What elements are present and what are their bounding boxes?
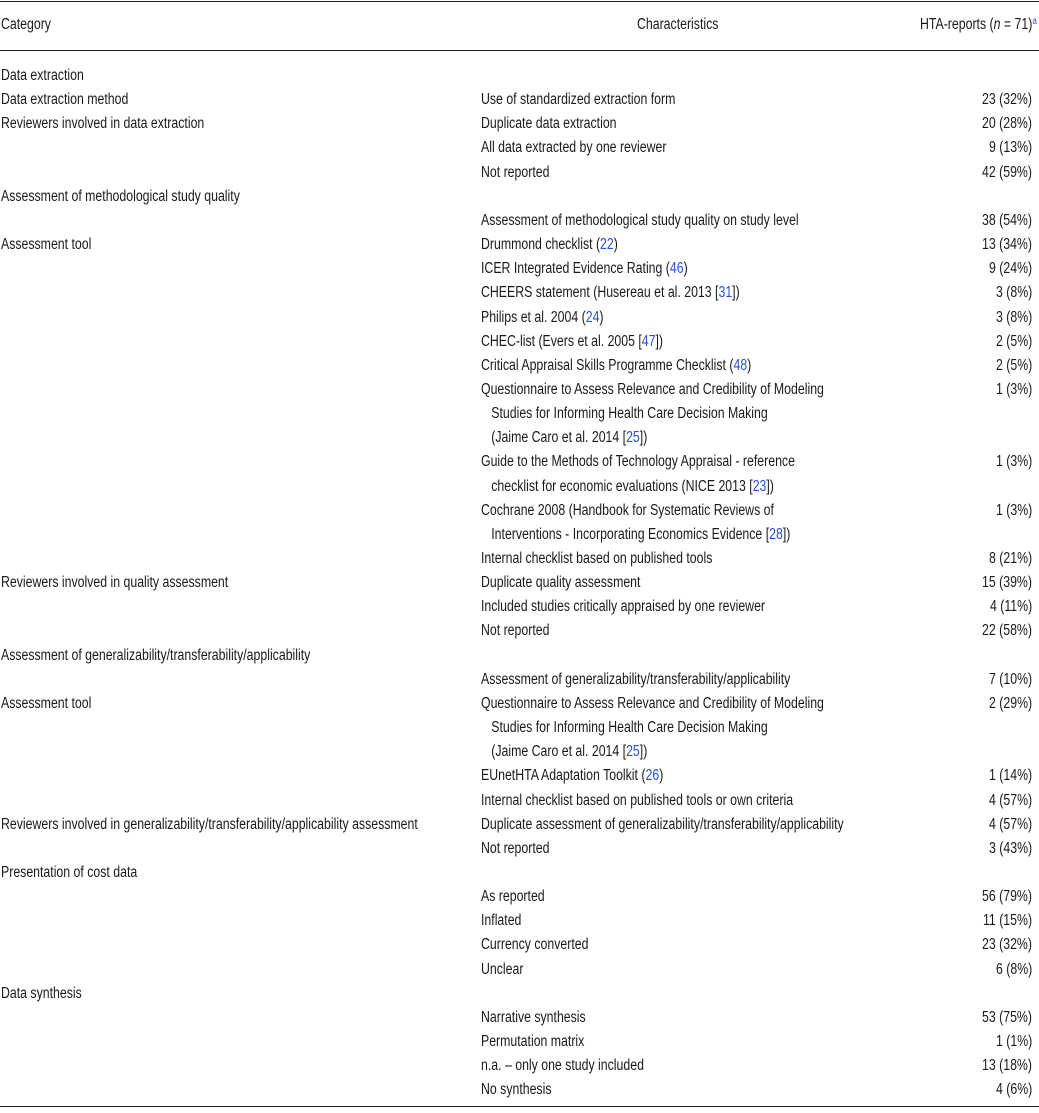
row-value: 4 (57%) — [988, 815, 1032, 833]
characteristic-text: EUnetHTA Adaptation Toolkit ( — [481, 767, 646, 785]
characteristic-text: ) — [613, 236, 618, 254]
characteristic-text: ) — [747, 356, 752, 374]
characteristic-text: Not reported — [481, 163, 550, 181]
table-row — [0, 837, 1039, 861]
reference-link[interactable]: 25 — [626, 743, 640, 761]
row-value: 38 (54%) — [982, 211, 1032, 229]
characteristic-text: ) — [683, 260, 688, 278]
characteristic-text: Currency converted — [481, 936, 589, 954]
row-value: 2 (5%) — [995, 332, 1032, 350]
table-header-rule — [0, 50, 1039, 51]
row-characteristic — [481, 306, 604, 330]
row-value: 13 (34%) — [982, 236, 1032, 254]
row-characteristic — [481, 692, 824, 716]
row-category: Data extraction — [1, 67, 84, 84]
characteristic-text: Included studies critically appraised by one reviewer — [481, 598, 766, 616]
row-value: 53 (75%) — [982, 1008, 1032, 1026]
row-category: Assessment of generalizability/transferability/applicability — [1, 646, 311, 664]
row-value: 22 (58%) — [982, 622, 1032, 640]
row-characteristic — [481, 257, 688, 281]
row-value: 56 (79%) — [982, 888, 1032, 906]
table-row — [0, 402, 1039, 426]
row-characteristic — [481, 1078, 551, 1102]
row-value: 2 (5%) — [995, 356, 1032, 374]
row-characteristic — [481, 619, 549, 643]
row-value: 8 (21%) — [988, 550, 1032, 567]
row-value: 2 (29%) — [988, 694, 1032, 712]
characteristic-text: Interventions - Incorporating Economics Evidence [ — [481, 525, 770, 543]
reference-link[interactable]: 47 — [641, 332, 656, 350]
row-characteristic — [481, 571, 640, 595]
characteristic-text: Duplicate assessment of generalizability/transferability/applicability — [481, 815, 844, 833]
row-value: 20 (28%) — [982, 115, 1032, 133]
table-row — [0, 1030, 1039, 1054]
table-row — [0, 136, 1039, 160]
row-value: 9 (13%) — [988, 139, 1032, 157]
row-characteristic — [481, 885, 545, 909]
table-row — [0, 426, 1039, 450]
table-row — [0, 692, 1039, 716]
table-row — [0, 354, 1039, 378]
table-row — [0, 281, 1039, 305]
characteristic-text: All data extracted by one reviewer — [481, 139, 667, 157]
characteristic-text: Critical Appraisal Skills Programme Checklist ( — [481, 356, 734, 374]
row-characteristic — [481, 1030, 584, 1054]
row-value: 7 (10%) — [988, 670, 1032, 688]
table-row — [0, 909, 1039, 933]
row-characteristic — [481, 813, 844, 837]
table-row — [0, 668, 1039, 692]
row-value: 3 (8%) — [995, 284, 1032, 302]
row-value: 42 (59%) — [982, 163, 1032, 181]
table-row — [0, 861, 1039, 885]
row-value: 1 (14%) — [988, 767, 1032, 785]
characteristic-text: Internal checklist based on published tools — [481, 550, 713, 567]
table-row — [0, 547, 1039, 571]
table-top-rule — [0, 1, 1039, 2]
characteristic-text: CHEERS statement (Husereau et al. 2013 [ — [481, 284, 719, 302]
reference-link[interactable]: 46 — [669, 260, 684, 278]
row-characteristic — [481, 789, 793, 813]
table-row — [0, 112, 1039, 136]
characteristic-text: ]) — [655, 332, 664, 350]
row-characteristic — [481, 378, 824, 402]
table-row — [0, 475, 1039, 499]
characteristic-text: checklist for economic evaluations (NICE 2013 [ — [481, 477, 753, 495]
row-characteristic — [481, 909, 521, 933]
row-value: 9 (24%) — [988, 260, 1032, 278]
table-row — [0, 185, 1039, 209]
characteristic-text: ) — [659, 767, 664, 785]
row-category: Data extraction method — [1, 91, 129, 109]
characteristic-text: As reported — [481, 888, 545, 906]
header-category: Category — [1, 16, 51, 33]
row-characteristic — [481, 523, 790, 547]
characteristic-text: Duplicate quality assessment — [481, 574, 641, 592]
characteristic-text: No synthesis — [481, 1081, 552, 1099]
characteristic-text: Permutation matrix — [481, 1033, 585, 1050]
table-row — [0, 523, 1039, 547]
table-row — [0, 789, 1039, 813]
table-row — [0, 257, 1039, 281]
table-row — [0, 161, 1039, 185]
characteristic-text: ]) — [782, 525, 791, 543]
table-bottom-rule — [0, 1106, 1039, 1107]
reference-link[interactable]: 26 — [645, 767, 660, 785]
row-category: Reviewers involved in data extraction — [1, 115, 205, 133]
row-characteristic — [481, 354, 751, 378]
characteristic-text: Philips et al. 2004 ( — [481, 308, 586, 326]
characteristic-text: Assessment of methodological study quality on study level — [481, 211, 799, 229]
characteristic-text: Internal checklist based on published tools or own criteria — [481, 791, 794, 809]
characteristic-text: CHEC-list (Evers et al. 2005 [ — [481, 332, 642, 350]
header-hta-reports — [920, 13, 1037, 37]
row-characteristic — [481, 209, 799, 233]
row-value: 11 (15%) — [982, 912, 1032, 930]
row-characteristic — [481, 668, 790, 692]
table-row — [0, 885, 1039, 909]
header-n-prefix: HTA-reports ( — [920, 16, 994, 33]
characteristic-text: n.a. – only one study included — [481, 1057, 644, 1075]
characteristic-text: Unclear — [481, 960, 524, 978]
reference-link[interactable]: 28 — [769, 525, 783, 543]
table-row — [0, 209, 1039, 233]
characteristic-text: Studies for Informing Health Care Decision Making — [481, 719, 768, 737]
characteristic-text: Not reported — [481, 839, 550, 857]
row-value: 3 (43%) — [988, 839, 1032, 857]
row-category: Assessment tool — [1, 694, 92, 712]
row-characteristic — [481, 837, 549, 861]
row-category: Assessment of methodological study quality — [1, 187, 240, 205]
characteristic-text: ICER Integrated Evidence Rating ( — [481, 260, 670, 278]
row-value: 1 (1%) — [995, 1033, 1032, 1050]
header-n-var: n — [993, 16, 1001, 33]
characteristic-text: Cochrane 2008 (Handbook for Systematic Reviews of — [481, 501, 774, 519]
reference-link[interactable]: 24 — [585, 308, 600, 326]
table-row — [0, 958, 1039, 982]
characteristic-text: Assessment of generalizability/transferability/applicability — [481, 670, 791, 688]
row-characteristic — [481, 88, 675, 112]
characteristic-text: Not reported — [481, 622, 550, 640]
table-row — [0, 1006, 1039, 1030]
table-row — [0, 982, 1039, 1006]
row-characteristic — [481, 136, 666, 160]
characteristic-text: ) — [599, 308, 604, 326]
row-category: Presentation of cost data — [1, 863, 138, 881]
row-characteristic — [481, 402, 768, 426]
row-value: 23 (32%) — [982, 91, 1032, 109]
characteristic-text: ]) — [732, 284, 740, 302]
reference-link[interactable]: 48 — [733, 356, 748, 374]
row-value: 23 (32%) — [982, 936, 1032, 954]
characteristic-text: Narrative synthesis — [481, 1008, 586, 1026]
table-row — [0, 330, 1039, 354]
characteristic-text: Guide to the Methods of Technology Appraisal - reference — [481, 453, 795, 471]
row-value: 1 (3%) — [995, 501, 1032, 519]
reference-link[interactable]: 23 — [752, 477, 767, 495]
characteristic-text: ]) — [639, 429, 648, 447]
row-value: 6 (8%) — [995, 960, 1032, 978]
table-row — [0, 619, 1039, 643]
table-row — [0, 378, 1039, 402]
table-row — [0, 64, 1039, 88]
table-row — [0, 740, 1039, 764]
row-category: Data synthesis — [1, 984, 82, 1002]
row-characteristic — [481, 330, 663, 354]
table-row — [0, 233, 1039, 257]
row-characteristic — [481, 233, 618, 257]
characteristic-text: (Jaime Caro et al. 2014 [ — [481, 743, 627, 761]
reference-link[interactable]: 25 — [626, 429, 640, 447]
row-category: Reviewers involved in quality assessment — [1, 574, 229, 592]
reference-link[interactable]: 22 — [600, 236, 614, 254]
row-value: 4 (6%) — [995, 1081, 1032, 1099]
row-value: 4 (11%) — [989, 598, 1032, 616]
table-row — [0, 450, 1039, 474]
table-row — [0, 813, 1039, 837]
table-row — [0, 1054, 1039, 1078]
row-characteristic — [481, 281, 740, 305]
row-value: 1 (3%) — [995, 453, 1032, 471]
row-characteristic — [481, 547, 712, 571]
header-n-value: = 71) — [1000, 16, 1033, 33]
table-row — [0, 306, 1039, 330]
row-characteristic — [481, 595, 765, 619]
header-characteristics: Characteristics — [637, 16, 719, 33]
characteristic-text: ]) — [766, 477, 774, 495]
row-characteristic — [481, 426, 647, 450]
table-row — [0, 499, 1039, 523]
table-row — [0, 933, 1039, 957]
row-characteristic — [481, 112, 617, 136]
table-row — [0, 1078, 1039, 1102]
row-characteristic — [481, 740, 647, 764]
reference-link[interactable]: 31 — [718, 284, 733, 302]
row-characteristic — [481, 933, 588, 957]
row-characteristic — [481, 764, 663, 788]
table-row — [0, 644, 1039, 668]
characteristic-text: Questionnaire to Assess Relevance and Credibility of Modeling — [481, 694, 824, 712]
table-row — [0, 571, 1039, 595]
row-characteristic — [481, 475, 774, 499]
row-value: 1 (3%) — [995, 380, 1032, 398]
row-value: 13 (18%) — [982, 1057, 1032, 1075]
row-characteristic — [481, 1054, 644, 1078]
characteristic-text: Inflated — [481, 912, 522, 930]
row-characteristic — [481, 1006, 586, 1030]
row-value: 4 (57%) — [988, 791, 1032, 809]
table-row — [0, 88, 1039, 112]
table-row — [0, 595, 1039, 619]
row-characteristic — [481, 161, 549, 185]
characteristic-text: ]) — [639, 743, 648, 761]
row-value: 3 (8%) — [995, 308, 1032, 326]
characteristic-text: Drummond checklist ( — [481, 236, 601, 254]
characteristic-text: (Jaime Caro et al. 2014 [ — [481, 429, 627, 447]
row-characteristic — [481, 958, 523, 982]
row-characteristic — [481, 450, 795, 474]
row-category: Reviewers involved in generalizability/transferability/applicability assessment — [1, 815, 418, 833]
header-footnote-link[interactable]: a — [1032, 16, 1037, 27]
characteristic-text: Duplicate data extraction — [481, 115, 617, 133]
row-characteristic — [481, 716, 768, 740]
row-value: 15 (39%) — [982, 574, 1032, 592]
characteristic-text: Use of standardized extraction form — [481, 91, 676, 109]
characteristic-text: Questionnaire to Assess Relevance and Credibility of Modeling — [481, 380, 824, 398]
characteristic-text: Studies for Informing Health Care Decision Making — [481, 405, 768, 423]
table-row — [0, 716, 1039, 740]
table-row — [0, 764, 1039, 788]
row-category: Assessment tool — [1, 236, 92, 254]
row-characteristic — [481, 499, 774, 523]
